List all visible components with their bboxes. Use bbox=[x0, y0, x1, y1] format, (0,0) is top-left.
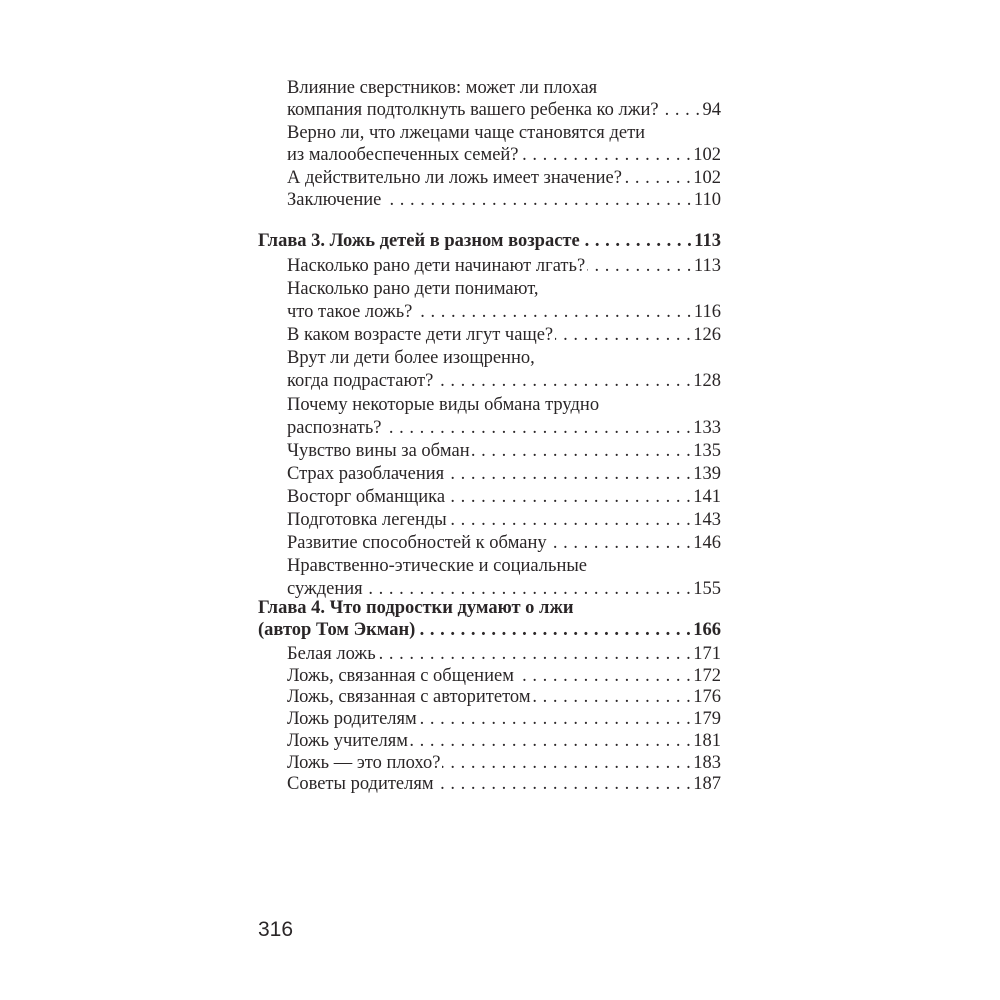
entry-title-line: Почему некоторые виды обмана трудно bbox=[287, 394, 600, 415]
toc-entry[interactable] bbox=[258, 532, 721, 555]
entry-title: Развитие способностей к обману bbox=[287, 533, 547, 554]
entry-title-line: Врут ли дети более изощренно, bbox=[287, 348, 535, 369]
dot-leader bbox=[410, 731, 691, 753]
chapter-page: 166 bbox=[693, 620, 721, 640]
chapter-title: Глава 3. Ложь детей в разном возрасте bbox=[258, 231, 580, 251]
toc-section-chapter2-tail bbox=[258, 77, 721, 211]
toc-entry[interactable] bbox=[258, 509, 721, 532]
entry-title-line: Насколько рано дети понимают, bbox=[287, 279, 539, 300]
entry-title: Ложь родителям bbox=[287, 709, 417, 730]
entry-page: 133 bbox=[693, 417, 721, 438]
entry-page: 102 bbox=[693, 167, 721, 188]
entry-page: 146 bbox=[693, 533, 721, 554]
toc-entry[interactable] bbox=[258, 440, 721, 463]
toc-section-chapter4 bbox=[258, 644, 721, 796]
toc-entry[interactable] bbox=[258, 77, 721, 122]
entry-title: что такое ложь? bbox=[287, 302, 413, 323]
toc-entry[interactable] bbox=[258, 189, 721, 211]
dot-leader bbox=[582, 230, 693, 252]
entry-title: суждения bbox=[287, 579, 363, 600]
entry-title: Подготовка легенды bbox=[287, 510, 447, 531]
toc-entry[interactable] bbox=[258, 555, 721, 601]
entry-title: из малообеспеченных семей? bbox=[287, 145, 519, 166]
entry-title: В каком возрасте дети лгут чаще? bbox=[287, 325, 554, 346]
entry-page: 102 bbox=[693, 145, 721, 166]
toc-entry[interactable] bbox=[258, 774, 721, 796]
entry-page: 155 bbox=[693, 579, 721, 600]
entry-title: Чувство вины за обман bbox=[287, 440, 470, 461]
dot-leader bbox=[533, 687, 692, 709]
toc-entry[interactable] bbox=[258, 278, 721, 324]
entry-page: 126 bbox=[693, 325, 721, 346]
dot-leader bbox=[555, 324, 691, 347]
toc-section-chapter3 bbox=[258, 255, 721, 601]
entry-title: компания подтолкнуть вашего ребенка ко лжи? bbox=[287, 100, 659, 121]
dot-leader bbox=[516, 666, 691, 688]
entry-title: Белая ложь bbox=[287, 644, 376, 664]
entry-page: 139 bbox=[693, 463, 721, 484]
entry-page: 181 bbox=[693, 730, 721, 751]
toc-entry[interactable] bbox=[258, 463, 721, 486]
entry-page: 187 bbox=[693, 774, 721, 795]
entry-page: 135 bbox=[693, 440, 721, 461]
entry-title: Ложь — это плохо? bbox=[287, 752, 441, 773]
toc-entry[interactable] bbox=[258, 347, 721, 393]
entry-title: Ложь учителям bbox=[287, 730, 408, 751]
toc-entry[interactable] bbox=[258, 666, 721, 688]
dot-leader bbox=[587, 255, 692, 278]
entry-page: 183 bbox=[693, 752, 721, 773]
toc-entry[interactable] bbox=[258, 731, 721, 753]
toc-chapter-3[interactable] bbox=[258, 230, 721, 252]
chapter-page: 113 bbox=[694, 231, 721, 251]
entry-title: Восторг обманщика bbox=[287, 486, 446, 507]
entry-title: Ложь, связанная с общением bbox=[287, 665, 514, 686]
entry-title: когда подрастают? bbox=[287, 371, 434, 392]
toc-entry[interactable] bbox=[258, 687, 721, 709]
entry-page: 176 bbox=[693, 687, 721, 708]
toc-entry[interactable] bbox=[258, 255, 721, 278]
entry-page: 128 bbox=[693, 371, 721, 392]
entry-title: Ложь, связанная с авторитетом bbox=[287, 687, 531, 708]
dot-leader bbox=[449, 509, 692, 532]
page-number: 316 bbox=[258, 918, 294, 941]
toc-entry[interactable] bbox=[258, 394, 721, 440]
dot-leader bbox=[549, 532, 692, 555]
entry-title: Насколько рано дети начинают лгать? bbox=[287, 256, 586, 276]
toc-chapter-4[interactable] bbox=[258, 597, 721, 641]
toc-entry[interactable] bbox=[258, 486, 721, 509]
entry-title-line: Верно ли, что лжецами чаще становятся дети bbox=[287, 122, 646, 143]
dot-leader bbox=[472, 440, 692, 463]
dot-leader bbox=[414, 301, 692, 324]
entry-page: 141 bbox=[693, 486, 721, 507]
toc-entry[interactable] bbox=[258, 167, 721, 189]
entry-page: 171 bbox=[693, 644, 721, 664]
entry-page: 113 bbox=[693, 256, 721, 276]
dot-leader bbox=[383, 189, 692, 211]
dot-leader bbox=[521, 144, 692, 166]
dot-leader bbox=[661, 99, 701, 121]
chapter-title-line: Глава 4. Что подростки думают о лжи bbox=[258, 598, 574, 618]
dot-leader bbox=[417, 619, 691, 641]
entry-page: 116 bbox=[693, 302, 721, 323]
chapter-title: (автор Том Экман) bbox=[258, 620, 416, 640]
entry-title-line: Нравственно-этические и социальные bbox=[287, 556, 588, 577]
entry-page: 179 bbox=[693, 709, 721, 730]
entry-title: Страх разоблачения bbox=[287, 463, 445, 484]
dot-leader bbox=[446, 463, 691, 486]
toc-entry[interactable] bbox=[258, 709, 721, 731]
entry-title-line: Влияние сверстников: может ли плохая bbox=[287, 78, 598, 98]
dot-leader bbox=[435, 370, 691, 393]
dot-leader bbox=[419, 709, 692, 731]
toc-entry[interactable] bbox=[258, 122, 721, 167]
entry-page: 94 bbox=[702, 100, 721, 121]
dot-leader bbox=[442, 753, 691, 775]
entry-title: Заключение bbox=[287, 190, 382, 211]
toc-entry[interactable] bbox=[258, 324, 721, 347]
dot-leader bbox=[436, 774, 692, 796]
entry-page: 143 bbox=[693, 510, 721, 531]
entry-title: А действительно ли ложь имеет значение? bbox=[287, 167, 622, 188]
entry-page: 110 bbox=[693, 190, 721, 211]
dot-leader bbox=[447, 486, 691, 509]
entry-title: Советы родителям bbox=[287, 774, 434, 795]
dot-leader bbox=[384, 417, 692, 440]
dot-leader bbox=[624, 167, 691, 189]
dot-leader bbox=[378, 644, 692, 666]
entry-page: 172 bbox=[693, 665, 721, 686]
toc-entry[interactable] bbox=[258, 644, 721, 666]
toc-entry[interactable] bbox=[258, 753, 721, 775]
entry-title: распознать? bbox=[287, 417, 382, 438]
